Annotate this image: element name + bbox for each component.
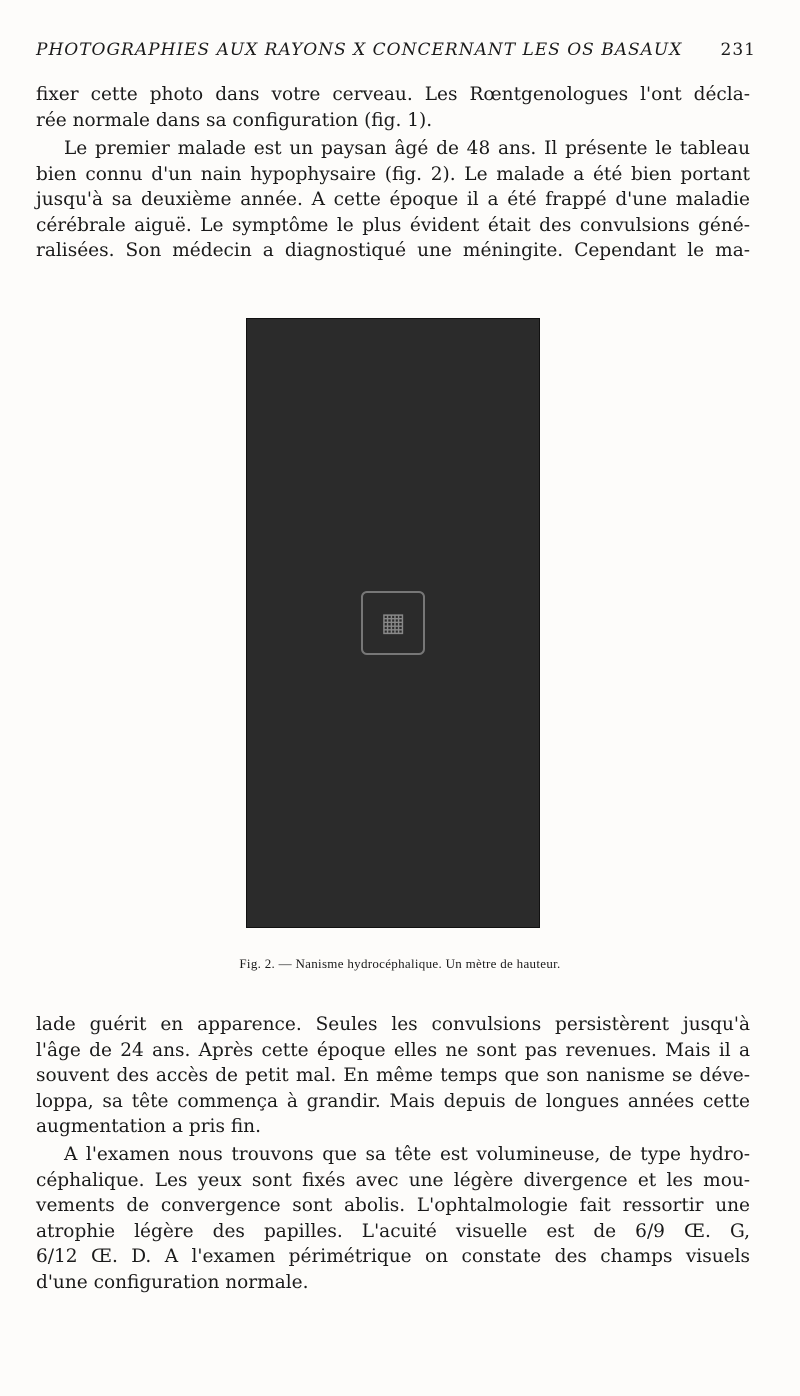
text-line: d'une configuration normale. bbox=[36, 1271, 309, 1293]
paragraph-patient-history bbox=[36, 136, 750, 264]
text-line: ralisées. Son médecin a diagnostiqué une méningite. Cependant le ma- bbox=[36, 240, 750, 261]
paragraph-intro bbox=[36, 82, 750, 133]
text-line: 6/12 Œ. D. A l'examen périmétrique on constate des champs visuels bbox=[36, 1246, 750, 1267]
figure-photograph bbox=[246, 318, 540, 928]
paragraph-continuation bbox=[36, 1012, 750, 1140]
text-line: rée normale dans sa configuration (fig. 1). bbox=[36, 109, 433, 131]
text-line: l'âge de 24 ans. Après cette époque elles ne sont pas revenues. Mais il a bbox=[36, 1039, 750, 1061]
text-line: souvent des accès de petit mal. En même temps que son nanisme se déve- bbox=[36, 1065, 750, 1086]
text-line: jusqu'à sa deuxième année. A cette époque il a été frappé d'une maladie bbox=[36, 189, 750, 210]
photo-placeholder-icon: ▦ bbox=[361, 591, 425, 655]
text-line: lade guérit en apparence. Seules les convulsions persistèrent jusqu'à bbox=[36, 1014, 750, 1035]
text-line: augmentation a pris fin. bbox=[36, 1116, 261, 1137]
running-head bbox=[36, 40, 756, 60]
running-head-title: PHOTOGRAPHIES AUX RAYONS X CONCERNANT LES OS BASAUX bbox=[36, 40, 683, 60]
text-line: loppa, sa tête commença à grandir. Mais depuis de longues années cette bbox=[36, 1090, 750, 1112]
page-number: 231 bbox=[720, 40, 756, 60]
text-line: fixer cette photo dans votre cerveau. Les Rœntgenologues l'ont décla- bbox=[36, 84, 750, 105]
text-line: atrophie légère des papilles. L'acuité visuelle est de 6/9 Œ. G, bbox=[36, 1220, 750, 1242]
text-line: bien connu d'un nain hypophysaire (fig. 2). Le malade a été bien portant bbox=[36, 163, 750, 185]
figure-caption: Fig. 2. — Nanisme hydrocéphalique. Un mètre de hauteur. bbox=[239, 956, 561, 971]
text-line: A l'examen nous trouvons que sa tête est volumineuse, de type hydro- bbox=[64, 1144, 750, 1165]
paragraph-examination bbox=[36, 1142, 750, 1295]
text-line: cérébrale aiguë. Le symptôme le plus évident était des convulsions géné- bbox=[36, 214, 750, 236]
text-line: Le premier malade est un paysan âgé de 48 ans. Il présente le tableau bbox=[64, 138, 750, 159]
text-line: vements de convergence sont abolis. L'ophtalmologie fait ressortir une bbox=[36, 1195, 750, 1216]
text-line: céphalique. Les yeux sont fixés avec une légère divergence et les mou- bbox=[36, 1169, 750, 1191]
